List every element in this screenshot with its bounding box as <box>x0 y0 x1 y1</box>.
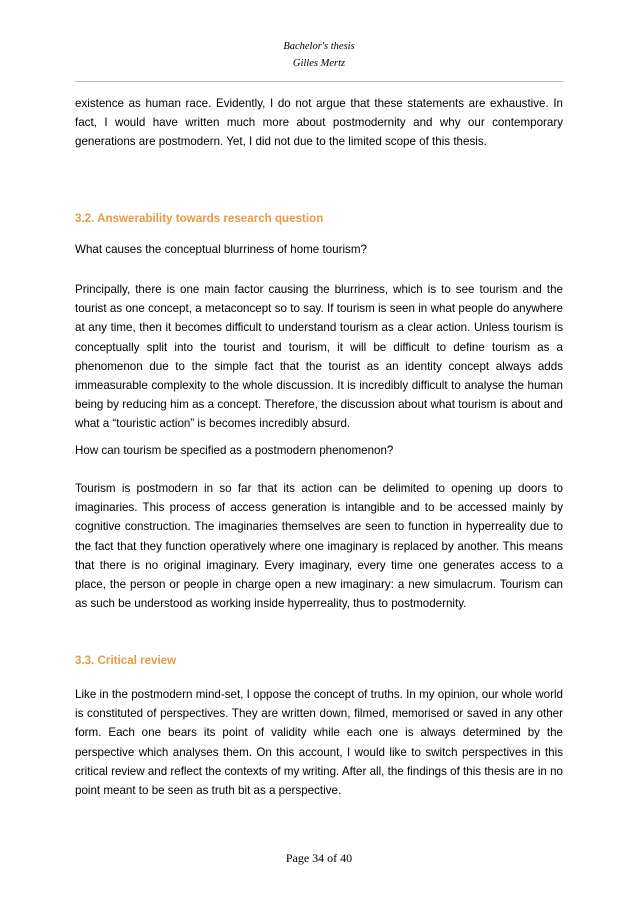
header-author: Gilles Mertz <box>292 58 346 69</box>
header-title: Bachelor's thesis <box>283 41 355 52</box>
paragraph-answer-1: Principally, there is one main factor causing the blurriness, which is to see tourism and the tourist as one concept, a metaconcept so to say. If tourism is seen in what people do anywhere at any time, then it becomes difficult to understand tourism as a clear action. Unless tourism is conceptually split into the tourist and tourism, it will be difficult to define tourism as a phenomenon due to the simple fact that the tourist as an identity concept always adds immeasurable complexity to the whole discussion. It is incredibly difficult to analyse the human being by reducing him as a concept. Therefore, the discussion about what tourism is about and what a “touristic action” is becomes incredibly absurd. <box>75 283 563 431</box>
section-heading-3-3: 3.3. Critical review <box>75 654 177 667</box>
section-heading-3-2: 3.2. Answerability towards research question <box>75 212 324 225</box>
paragraph-critical-review: Like in the postmodern mind-set, I oppose the concept of truths. In my opinion, our whole world is constituted of perspectives. They are written down, filmed, memorised or saved in any other form. Each one bears its point of validity while each one is always determined by the perspective which analyses them. On this account, I would like to switch perspectives in this critical review and reflect the contexts of my writing. After all, the findings of this thesis are in no point meant to be seen as truth bit as a perspective. <box>75 688 563 798</box>
research-question-1: What causes the conceptual blurriness of home tourism? <box>75 243 367 256</box>
page-number: Page 34 of 40 <box>285 851 353 865</box>
paragraph-answer-2: Tourism is postmodern in so far that its action can be delimited to opening up doors to imaginaries. This process of access generation is intangible and to be accessed mainly by cognitive construction. The imaginaries themselves are seen to function in hyperreality due to the fact that they function operatively where one imaginary is replaced by another. This means that there is no original imaginary. Every imaginary, every time one generates access to a place, the person or people in charge open a new imaginary: a new simulacrum. Tourism can as such be understood as working inside hyperreality, thus to postmodernity. <box>75 482 563 611</box>
running-header <box>75 38 563 72</box>
header-divider <box>75 81 563 82</box>
research-question-2: How can tourism be specified as a postmodern phenomenon? <box>75 444 394 457</box>
paragraph-continuation: existence as human race. Evidently, I do not argue that these statements are exhaustive. In fact, I would have written much more about postmodernity and why our contemporary generations are postmodern. Yet, I did not due to the limited scope of this thesis. <box>75 97 563 149</box>
